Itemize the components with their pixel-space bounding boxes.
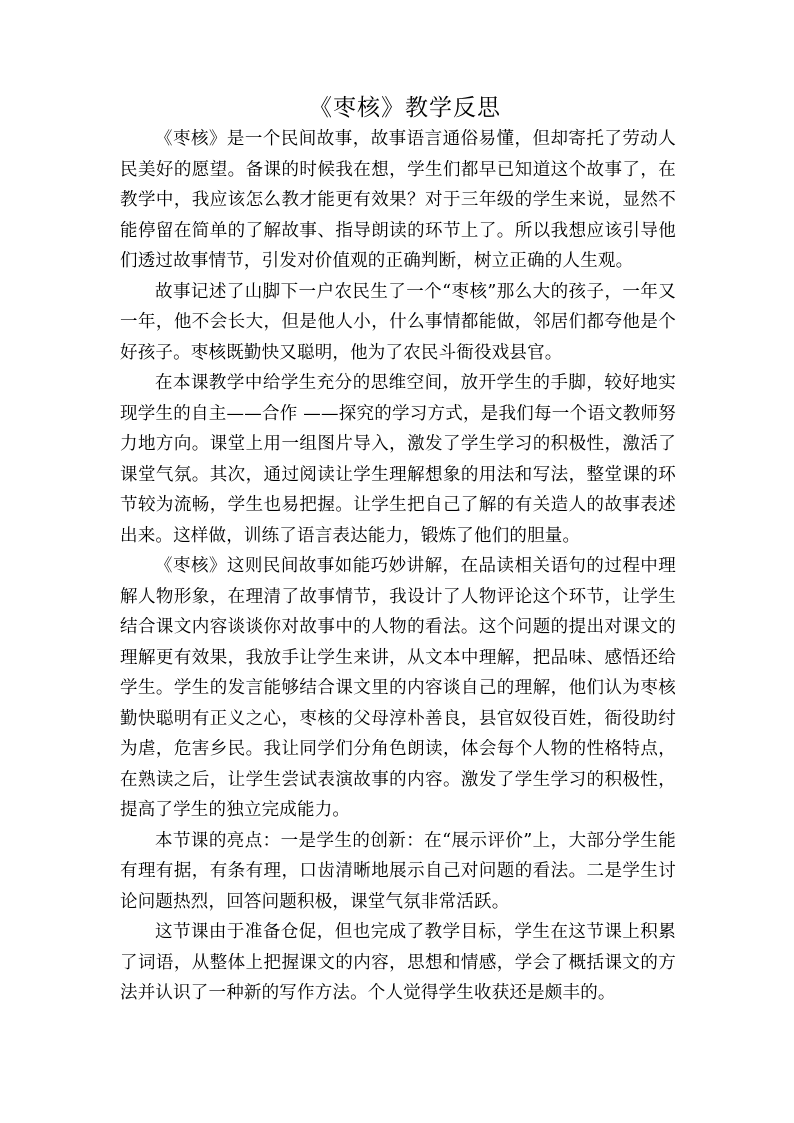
paragraph-3: 在本课教学中给学生充分的思维空间，放开学生的手脚，较好地实现学生的自主——合作 ——探究的学习方式，是我们每一个语文教师努力地方向。课堂上用一组图片导入，激发了学生学习的积极性，激活了课堂气氛。其次，通过阅读让学生理解想象的用法和写法，整堂课的环节较为流畅，学生也易把握。让学生把自己了解的有关造人的故事表述出来。这样做，训练了语言表达能力，锻炼了他们的胆量。 — [120, 373, 676, 546]
paragraph-5: 本节课的亮点：一是学生的创新：在“展示评价”上，大部分学生能有理有据，有条有理，口齿清晰地展示自己对问题的看法。二是学生讨论问题热烈，回答问题积极，课堂气氛非常活跃。 — [120, 830, 676, 912]
document-page — [120, 92, 676, 1009]
paragraph-4: 《枣核》这则民间故事如能巧妙讲解，在品读相关语句的过程中理解人物形象，在理清了故事情节，我设计了人物评论这个环节，让学生结合课文内容谈谈你对故事中的人物的看法。这个问题的提出对课文的理解更有效果，我放手让学生来讲，从文本中理解，把品味、感悟还给学生。学生的发言能够结合课文里的内容谈自己的理解，他们认为枣核勤快聪明有正义之心，枣核的父母淳朴善良，县官奴役百姓，衙役助纣为虐，危害乡民。我让同学们分角色朗读，体会每个人物的性格特点，在熟读之后，让学生尝试表演故事的内容。激发了学生学习的积极性，提高了学生的独立完成能力。 — [120, 556, 676, 820]
paragraph-1: 《枣核》是一个民间故事，故事语言通俗易懂，但却寄托了劳动人民美好的愿望。备课的时候我在想，学生们都早已知道这个故事了，在教学中，我应该怎么教才能更有效果？对于三年级的学生来说，显然不能停留在简单的了解故事、指导朗读的环节上了。所以我想应该引导他们透过故事情节，引发对价值观的正确判断，树立正确的人生观。 — [120, 129, 676, 271]
document-title: 《枣核》教学反思 — [309, 95, 501, 121]
paragraph-2: 故事记述了山脚下一户农民生了一个“枣核”那么大的孩子，一年又一年，他不会长大，但是他人小，什么事情都能做，邻居们都夸他是个好孩子。枣核既勤快又聪明，他为了农民斗衙役戏县官。 — [120, 281, 676, 363]
paragraph-6: 这节课由于准备仓促，但也完成了教学目标，学生在这节课上积累了词语，从整体上把握课文的内容，思想和情感，学会了概括课文的方法并认识了一种新的写作方法。个人觉得学生收获还是颇丰的。 — [120, 922, 676, 1003]
